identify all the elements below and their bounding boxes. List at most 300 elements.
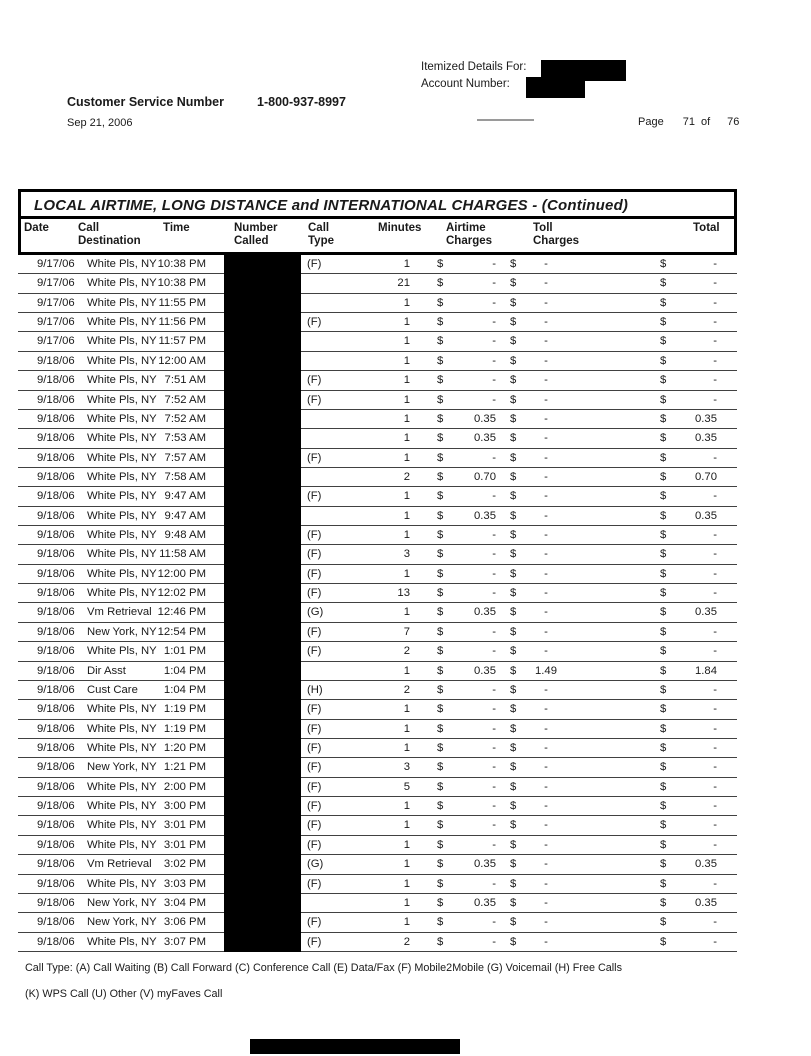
cell-destination: White Pls, NY bbox=[87, 645, 157, 658]
col-header-number-called: Number Called bbox=[234, 222, 278, 247]
toll-dollar-sign: $ bbox=[510, 587, 517, 600]
total-dollar-sign: $ bbox=[660, 277, 667, 290]
airtime-dollar-sign: $ bbox=[437, 587, 444, 600]
cell-minutes: 3 bbox=[403, 761, 410, 774]
cell-total: 0.35 bbox=[695, 412, 717, 425]
total-dollar-sign: $ bbox=[660, 316, 667, 329]
cell-date: 9/18/06 bbox=[37, 645, 75, 658]
cell-toll-charge: - bbox=[544, 567, 548, 580]
page-label: Page bbox=[638, 116, 664, 128]
cell-minutes: 1 bbox=[403, 722, 410, 735]
cell-toll-charge: - bbox=[544, 316, 548, 329]
cell-minutes: 5 bbox=[403, 780, 410, 793]
table-row bbox=[18, 487, 737, 506]
table-row bbox=[18, 778, 737, 797]
cell-call-type: (F) bbox=[307, 374, 322, 387]
airtime-dollar-sign: $ bbox=[437, 567, 444, 580]
airtime-dollar-sign: $ bbox=[437, 838, 444, 851]
cell-call-type: (G) bbox=[307, 858, 324, 871]
cell-airtime-charge: - bbox=[492, 838, 496, 851]
cell-time: 10:38 PM bbox=[157, 258, 206, 270]
toll-dollar-sign: $ bbox=[510, 432, 517, 445]
total-dollar-sign: $ bbox=[660, 335, 667, 348]
airtime-dollar-sign: $ bbox=[437, 645, 444, 658]
cell-call-type: (F) bbox=[307, 800, 322, 813]
cell-minutes: 1 bbox=[403, 741, 410, 754]
cell-time: 7:52 AM bbox=[164, 412, 206, 425]
cell-destination: New York, NY bbox=[87, 625, 157, 638]
table-row bbox=[18, 545, 737, 564]
cell-date: 9/18/06 bbox=[37, 587, 75, 600]
cell-airtime-charge: - bbox=[492, 819, 496, 832]
cell-airtime-charge: 0.35 bbox=[474, 412, 496, 425]
table-row bbox=[18, 468, 737, 487]
cell-destination: White Pls, NY bbox=[87, 780, 157, 793]
airtime-dollar-sign: $ bbox=[437, 800, 444, 813]
airtime-dollar-sign: $ bbox=[437, 296, 444, 309]
toll-dollar-sign: $ bbox=[510, 761, 517, 774]
cell-minutes: 1 bbox=[403, 374, 410, 387]
toll-dollar-sign: $ bbox=[510, 664, 517, 677]
cell-airtime-charge: 0.35 bbox=[474, 432, 496, 445]
cell-destination: White Pls, NY bbox=[87, 509, 157, 522]
cell-date: 9/18/06 bbox=[37, 703, 75, 716]
toll-dollar-sign: $ bbox=[510, 606, 517, 619]
total-dollar-sign: $ bbox=[660, 412, 667, 425]
table-row bbox=[18, 836, 737, 855]
cell-airtime-charge: 0.35 bbox=[474, 858, 496, 871]
cell-destination: Dir Asst bbox=[87, 664, 126, 677]
toll-dollar-sign: $ bbox=[510, 258, 517, 270]
cell-time: 12:00 PM bbox=[157, 567, 206, 580]
cell-call-type: (G) bbox=[307, 606, 324, 619]
table-row bbox=[18, 894, 737, 913]
cell-destination: White Pls, NY bbox=[87, 567, 157, 580]
cell-minutes: 1 bbox=[403, 490, 410, 503]
total-dollar-sign: $ bbox=[660, 780, 667, 793]
cell-airtime-charge: - bbox=[492, 316, 496, 329]
cell-minutes: 1 bbox=[403, 412, 410, 425]
total-dollar-sign: $ bbox=[660, 645, 667, 658]
toll-dollar-sign: $ bbox=[510, 393, 517, 406]
cell-destination: White Pls, NY bbox=[87, 412, 157, 425]
cell-total: - bbox=[713, 683, 717, 696]
cell-call-type: (F) bbox=[307, 393, 322, 406]
airtime-dollar-sign: $ bbox=[437, 683, 444, 696]
table-row bbox=[18, 255, 737, 274]
page-indicator bbox=[638, 116, 739, 128]
call-type-legend-line2: (K) WPS Call (U) Other (V) myFaves Call bbox=[25, 988, 223, 1000]
cell-destination: White Pls, NY bbox=[87, 277, 157, 290]
cell-minutes: 1 bbox=[403, 838, 410, 851]
table-row bbox=[18, 739, 737, 758]
cell-airtime-charge: 0.35 bbox=[474, 896, 496, 909]
cell-call-type: (F) bbox=[307, 548, 322, 561]
cell-time: 12:00 AM bbox=[158, 354, 206, 367]
toll-dollar-sign: $ bbox=[510, 529, 517, 542]
cell-date: 9/18/06 bbox=[37, 625, 75, 638]
cell-time: 1:20 PM bbox=[163, 741, 206, 754]
cell-airtime-charge: - bbox=[492, 374, 496, 387]
airtime-dollar-sign: $ bbox=[437, 664, 444, 677]
cell-destination: White Pls, NY bbox=[87, 741, 157, 754]
cell-destination: White Pls, NY bbox=[87, 335, 157, 348]
cell-minutes: 1 bbox=[403, 800, 410, 813]
cell-time: 2:00 PM bbox=[163, 780, 206, 793]
table-title: LOCAL AIRTIME, LONG DISTANCE and INTERNATIONAL CHARGES - (Continued) bbox=[21, 192, 734, 219]
cell-destination: New York, NY bbox=[87, 896, 157, 909]
cell-time: 7:52 AM bbox=[164, 393, 206, 406]
cell-call-type: (F) bbox=[307, 838, 322, 851]
cell-total: 0.35 bbox=[695, 858, 717, 871]
cell-destination: White Pls, NY bbox=[87, 374, 157, 387]
cell-time: 7:51 AM bbox=[164, 374, 206, 387]
total-dollar-sign: $ bbox=[660, 490, 667, 503]
cell-total: 0.35 bbox=[695, 432, 717, 445]
cell-total: - bbox=[713, 529, 717, 542]
cell-airtime-charge: - bbox=[492, 683, 496, 696]
cell-destination: White Pls, NY bbox=[87, 819, 157, 832]
cell-destination: White Pls, NY bbox=[87, 354, 157, 367]
cell-date: 9/18/06 bbox=[37, 529, 75, 542]
cell-total: - bbox=[713, 780, 717, 793]
cell-date: 9/18/06 bbox=[37, 838, 75, 851]
cell-date: 9/18/06 bbox=[37, 877, 75, 890]
cell-date: 9/18/06 bbox=[37, 451, 75, 464]
cell-total: - bbox=[713, 761, 717, 774]
cell-total: - bbox=[713, 587, 717, 600]
cell-date: 9/18/06 bbox=[37, 412, 75, 425]
total-dollar-sign: $ bbox=[660, 587, 667, 600]
cell-time: 3:06 PM bbox=[163, 916, 206, 929]
cell-call-type: (F) bbox=[307, 490, 322, 503]
cell-airtime-charge: - bbox=[492, 490, 496, 503]
airtime-dollar-sign: $ bbox=[437, 722, 444, 735]
cell-toll-charge: - bbox=[544, 896, 548, 909]
cell-destination: White Pls, NY bbox=[87, 935, 157, 948]
airtime-dollar-sign: $ bbox=[437, 335, 444, 348]
cell-airtime-charge: 0.70 bbox=[474, 470, 496, 483]
cell-airtime-charge: - bbox=[492, 800, 496, 813]
cell-destination: White Pls, NY bbox=[87, 432, 157, 445]
cell-minutes: 1 bbox=[403, 606, 410, 619]
cell-destination: White Pls, NY bbox=[87, 296, 157, 309]
cell-airtime-charge: - bbox=[492, 761, 496, 774]
cell-airtime-charge: - bbox=[492, 780, 496, 793]
cell-total: - bbox=[713, 316, 717, 329]
cell-date: 9/18/06 bbox=[37, 858, 75, 871]
toll-dollar-sign: $ bbox=[510, 277, 517, 290]
cell-date: 9/17/06 bbox=[37, 258, 75, 270]
cell-total: - bbox=[713, 741, 717, 754]
cell-date: 9/18/06 bbox=[37, 393, 75, 406]
cell-destination: New York, NY bbox=[87, 916, 157, 929]
cell-toll-charge: - bbox=[544, 548, 548, 561]
cell-total: - bbox=[713, 916, 717, 929]
scan-artifact-line bbox=[477, 119, 534, 121]
cell-toll-charge: - bbox=[544, 858, 548, 871]
airtime-dollar-sign: $ bbox=[437, 761, 444, 774]
toll-dollar-sign: $ bbox=[510, 412, 517, 425]
cell-toll-charge: - bbox=[544, 703, 548, 716]
cell-date: 9/17/06 bbox=[37, 277, 75, 290]
total-dollar-sign: $ bbox=[660, 838, 667, 851]
cell-toll-charge: - bbox=[544, 722, 548, 735]
cell-minutes: 1 bbox=[403, 258, 410, 270]
cell-toll-charge: - bbox=[544, 354, 548, 367]
cell-destination: White Pls, NY bbox=[87, 470, 157, 483]
table-row bbox=[18, 681, 737, 700]
cell-toll-charge: - bbox=[544, 683, 548, 696]
cell-date: 9/18/06 bbox=[37, 780, 75, 793]
cell-time: 9:47 AM bbox=[164, 490, 206, 503]
cell-total: 1.84 bbox=[695, 664, 717, 677]
airtime-dollar-sign: $ bbox=[437, 529, 444, 542]
cell-minutes: 2 bbox=[403, 645, 410, 658]
col-header-time: Time bbox=[163, 222, 190, 234]
table-row bbox=[18, 797, 737, 816]
cell-time: 1:21 PM bbox=[163, 761, 206, 774]
airtime-dollar-sign: $ bbox=[437, 858, 444, 871]
itemized-details-label: Itemized Details For: bbox=[421, 61, 527, 73]
cell-destination: White Pls, NY bbox=[87, 838, 157, 851]
total-dollar-sign: $ bbox=[660, 354, 667, 367]
table-row bbox=[18, 565, 737, 584]
col-header-minutes: Minutes bbox=[378, 222, 422, 234]
cell-minutes: 1 bbox=[403, 858, 410, 871]
cell-time: 12:46 PM bbox=[157, 606, 206, 619]
cell-call-type: (F) bbox=[307, 258, 322, 270]
redaction-number-called-column bbox=[224, 255, 301, 952]
table-row bbox=[18, 720, 737, 739]
cell-destination: Vm Retrieval bbox=[87, 606, 152, 619]
cell-destination: White Pls, NY bbox=[87, 703, 157, 716]
cell-total: - bbox=[713, 703, 717, 716]
page-total: 76 bbox=[727, 116, 740, 128]
airtime-dollar-sign: $ bbox=[437, 780, 444, 793]
cell-minutes: 2 bbox=[403, 935, 410, 948]
airtime-dollar-sign: $ bbox=[437, 451, 444, 464]
cell-destination: White Pls, NY bbox=[87, 490, 157, 503]
airtime-dollar-sign: $ bbox=[437, 819, 444, 832]
cell-call-type: (F) bbox=[307, 587, 322, 600]
toll-dollar-sign: $ bbox=[510, 722, 517, 735]
cell-date: 9/18/06 bbox=[37, 683, 75, 696]
cell-destination: White Pls, NY bbox=[87, 722, 157, 735]
table-row bbox=[18, 855, 737, 874]
airtime-dollar-sign: $ bbox=[437, 432, 444, 445]
cell-toll-charge: - bbox=[544, 819, 548, 832]
cell-time: 7:58 AM bbox=[164, 470, 206, 483]
cell-airtime-charge: - bbox=[492, 703, 496, 716]
cell-total: - bbox=[713, 935, 717, 948]
total-dollar-sign: $ bbox=[660, 529, 667, 542]
cell-toll-charge: - bbox=[544, 509, 548, 522]
airtime-dollar-sign: $ bbox=[437, 896, 444, 909]
airtime-dollar-sign: $ bbox=[437, 548, 444, 561]
cell-destination: White Pls, NY bbox=[87, 877, 157, 890]
cell-minutes: 1 bbox=[403, 451, 410, 464]
cell-minutes: 1 bbox=[403, 916, 410, 929]
cell-airtime-charge: - bbox=[492, 741, 496, 754]
cell-minutes: 1 bbox=[403, 432, 410, 445]
cell-total: - bbox=[713, 451, 717, 464]
cell-airtime-charge: - bbox=[492, 587, 496, 600]
cell-time: 3:07 PM bbox=[163, 935, 206, 948]
cell-date: 9/18/06 bbox=[37, 819, 75, 832]
cell-destination: Vm Retrieval bbox=[87, 858, 152, 871]
cell-minutes: 1 bbox=[403, 877, 410, 890]
toll-dollar-sign: $ bbox=[510, 683, 517, 696]
col-header-date: Date bbox=[24, 222, 49, 234]
cell-total: - bbox=[713, 877, 717, 890]
table-row bbox=[18, 332, 737, 351]
cell-call-type: (F) bbox=[307, 703, 322, 716]
cell-time: 11:56 PM bbox=[158, 316, 206, 329]
customer-service-label: Customer Service Number bbox=[67, 95, 225, 109]
total-dollar-sign: $ bbox=[660, 296, 667, 309]
toll-dollar-sign: $ bbox=[510, 509, 517, 522]
table-row bbox=[18, 642, 737, 661]
total-dollar-sign: $ bbox=[660, 374, 667, 387]
airtime-dollar-sign: $ bbox=[437, 490, 444, 503]
toll-dollar-sign: $ bbox=[510, 374, 517, 387]
total-dollar-sign: $ bbox=[660, 741, 667, 754]
cell-airtime-charge: - bbox=[492, 625, 496, 638]
cell-toll-charge: - bbox=[544, 625, 548, 638]
total-dollar-sign: $ bbox=[660, 819, 667, 832]
cell-total: - bbox=[713, 335, 717, 348]
cell-date: 9/18/06 bbox=[37, 722, 75, 735]
cell-total: - bbox=[713, 625, 717, 638]
cell-toll-charge: - bbox=[544, 587, 548, 600]
cell-airtime-charge: - bbox=[492, 722, 496, 735]
airtime-dollar-sign: $ bbox=[437, 509, 444, 522]
total-dollar-sign: $ bbox=[660, 683, 667, 696]
cell-date: 9/18/06 bbox=[37, 935, 75, 948]
account-number-label: Account Number: bbox=[421, 78, 510, 90]
cell-date: 9/18/06 bbox=[37, 606, 75, 619]
cell-time: 9:47 AM bbox=[164, 509, 206, 522]
cell-total: - bbox=[713, 490, 717, 503]
toll-dollar-sign: $ bbox=[510, 800, 517, 813]
cell-minutes: 1 bbox=[403, 896, 410, 909]
cell-time: 12:02 PM bbox=[157, 587, 206, 600]
total-dollar-sign: $ bbox=[660, 606, 667, 619]
cell-toll-charge: - bbox=[544, 529, 548, 542]
cell-destination: White Pls, NY bbox=[87, 316, 157, 329]
airtime-dollar-sign: $ bbox=[437, 354, 444, 367]
customer-service-number: 1-800-937-8997 bbox=[257, 95, 346, 109]
cell-total: - bbox=[713, 296, 717, 309]
total-dollar-sign: $ bbox=[660, 800, 667, 813]
toll-dollar-sign: $ bbox=[510, 335, 517, 348]
cell-total: - bbox=[713, 393, 717, 406]
cell-date: 9/18/06 bbox=[37, 374, 75, 387]
cell-airtime-charge: - bbox=[492, 451, 496, 464]
cell-time: 3:01 PM bbox=[163, 819, 206, 832]
cell-destination: White Pls, NY bbox=[87, 258, 157, 270]
cell-time: 3:02 PM bbox=[163, 858, 206, 871]
toll-dollar-sign: $ bbox=[510, 703, 517, 716]
cell-minutes: 1 bbox=[403, 664, 410, 677]
airtime-dollar-sign: $ bbox=[437, 606, 444, 619]
table-row bbox=[18, 526, 737, 545]
airtime-dollar-sign: $ bbox=[437, 935, 444, 948]
cell-date: 9/18/06 bbox=[37, 664, 75, 677]
cell-toll-charge: - bbox=[544, 451, 548, 464]
table-row bbox=[18, 410, 737, 429]
toll-dollar-sign: $ bbox=[510, 625, 517, 638]
cell-toll-charge: - bbox=[544, 432, 548, 445]
total-dollar-sign: $ bbox=[660, 664, 667, 677]
cell-minutes: 2 bbox=[403, 683, 410, 696]
cell-call-type: (H) bbox=[307, 683, 323, 696]
cell-minutes: 1 bbox=[403, 296, 410, 309]
cell-call-type: (F) bbox=[307, 761, 322, 774]
cell-airtime-charge: - bbox=[492, 296, 496, 309]
cell-minutes: 2 bbox=[403, 470, 410, 483]
airtime-dollar-sign: $ bbox=[437, 374, 444, 387]
total-dollar-sign: $ bbox=[660, 722, 667, 735]
airtime-dollar-sign: $ bbox=[437, 625, 444, 638]
col-header-total: Total bbox=[693, 222, 720, 234]
cell-total: 0.35 bbox=[695, 509, 717, 522]
cell-call-type: (F) bbox=[307, 722, 322, 735]
cell-toll-charge: - bbox=[544, 761, 548, 774]
cell-call-type: (F) bbox=[307, 780, 322, 793]
cell-call-type: (F) bbox=[307, 316, 322, 329]
cell-destination: White Pls, NY bbox=[87, 548, 157, 561]
toll-dollar-sign: $ bbox=[510, 451, 517, 464]
total-dollar-sign: $ bbox=[660, 896, 667, 909]
cell-destination: White Pls, NY bbox=[87, 800, 157, 813]
total-dollar-sign: $ bbox=[660, 258, 667, 270]
col-header-call-destination: Call Destination bbox=[78, 222, 141, 247]
cell-time: 1:19 PM bbox=[163, 703, 206, 716]
table-row bbox=[18, 623, 737, 642]
cell-airtime-charge: - bbox=[492, 645, 496, 658]
cell-date: 9/18/06 bbox=[37, 800, 75, 813]
toll-dollar-sign: $ bbox=[510, 490, 517, 503]
cell-total: 0.70 bbox=[695, 470, 717, 483]
page-of-label: of bbox=[700, 116, 711, 128]
cell-call-type: (F) bbox=[307, 567, 322, 580]
table-rows bbox=[18, 255, 737, 952]
airtime-dollar-sign: $ bbox=[437, 393, 444, 406]
cell-minutes: 21 bbox=[397, 277, 410, 290]
cell-date: 9/17/06 bbox=[37, 316, 75, 329]
cell-call-type: (F) bbox=[307, 935, 322, 948]
toll-dollar-sign: $ bbox=[510, 354, 517, 367]
cell-minutes: 3 bbox=[403, 548, 410, 561]
cell-call-type: (F) bbox=[307, 529, 322, 542]
cell-time: 11:58 AM bbox=[159, 548, 206, 561]
total-dollar-sign: $ bbox=[660, 916, 667, 929]
table-row bbox=[18, 274, 737, 293]
toll-dollar-sign: $ bbox=[510, 838, 517, 851]
cell-airtime-charge: - bbox=[492, 393, 496, 406]
cell-toll-charge: - bbox=[544, 374, 548, 387]
cell-time: 11:57 PM bbox=[158, 335, 206, 348]
cell-toll-charge: - bbox=[544, 780, 548, 793]
cell-toll-charge: - bbox=[544, 935, 548, 948]
table-row bbox=[18, 294, 737, 313]
toll-dollar-sign: $ bbox=[510, 916, 517, 929]
cell-minutes: 1 bbox=[403, 819, 410, 832]
toll-dollar-sign: $ bbox=[510, 819, 517, 832]
table-column-headers bbox=[21, 219, 734, 252]
